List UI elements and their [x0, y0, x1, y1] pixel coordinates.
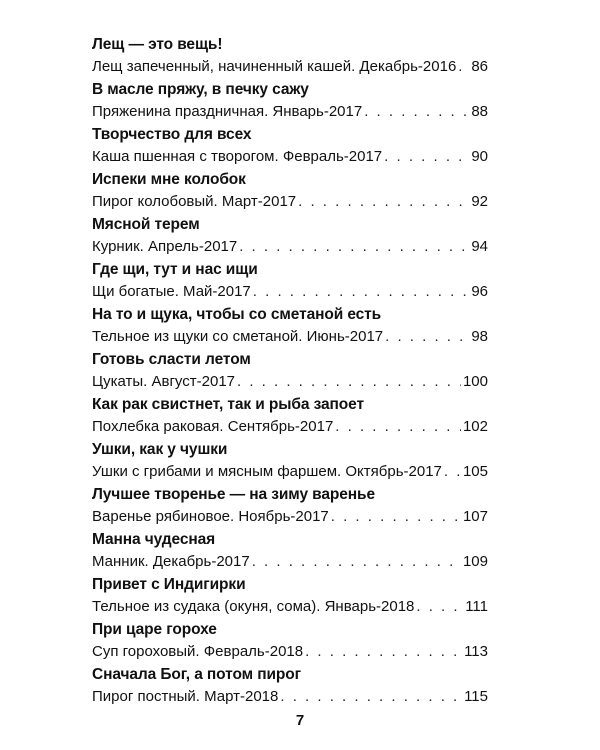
toc-entry-page: 107	[462, 508, 488, 525]
toc-entry-line	[92, 686, 488, 707]
toc-entry-page: 96	[471, 283, 488, 300]
toc-entry	[92, 394, 488, 437]
toc-entry	[92, 439, 488, 482]
toc-entry-page: 88	[471, 103, 488, 120]
toc-entry-page: 111	[465, 598, 488, 615]
toc-entry-subtitle: Лещ запеченный, начиненный кашей. Декабрь-2016	[92, 58, 457, 75]
toc-entry-subtitle: Варенье рябиновое. Ноябрь-2017	[92, 508, 329, 525]
dot-leader	[331, 506, 461, 527]
toc-entry-line	[92, 371, 488, 392]
toc-entry-subtitle: Суп гороховый. Февраль-2018	[92, 643, 304, 660]
toc-entry-title: Как рак свистнет, так и рыба запоет	[92, 396, 364, 413]
toc-entry-subtitle: Ушки с грибами и мясным фаршем. Октябрь-2017	[92, 463, 442, 480]
dot-leader	[458, 56, 469, 77]
toc-entry-title: На то и щука, чтобы со сметаной есть	[92, 306, 382, 323]
dot-leader	[280, 686, 462, 707]
toc-entry	[92, 214, 488, 257]
toc-entry-title: Манна чудесная	[92, 531, 216, 548]
dot-leader	[237, 371, 461, 392]
toc-entry-page: 100	[462, 373, 488, 390]
toc-entry-page: 113	[464, 643, 488, 660]
toc-entry-line	[92, 416, 488, 437]
toc-entry-title: При царе горохе	[92, 621, 217, 638]
toc-entry-subtitle: Манник. Декабрь-2017	[92, 553, 250, 570]
toc-entry-title: Привет с Индигирки	[92, 576, 246, 593]
toc-entry-subtitle: Похлебка раковая. Сентябрь-2017	[92, 418, 334, 435]
toc-entry	[92, 484, 488, 527]
toc-entry	[92, 304, 488, 347]
dot-leader	[364, 101, 469, 122]
toc-entry-line	[92, 326, 488, 347]
dot-leader	[305, 641, 462, 662]
toc-entry-line	[92, 56, 488, 77]
toc-entry-line	[92, 236, 488, 257]
dot-leader	[253, 281, 470, 302]
toc-entry-line	[92, 146, 488, 167]
toc-entry-title: Творчество для всех	[92, 126, 252, 143]
toc-entry-page: 94	[471, 238, 488, 255]
toc-entry-subtitle: Пирог колобовый. Март-2017	[92, 193, 297, 210]
toc-entry-title: Лучшее творенье — на зиму варенье	[92, 486, 376, 503]
toc-entry-line	[92, 551, 488, 572]
dot-leader	[239, 236, 469, 257]
toc-entry-page: 115	[464, 688, 488, 705]
toc-entry-line	[92, 596, 488, 617]
toc-entry-line	[92, 506, 488, 527]
toc-entry-page: 92	[471, 193, 488, 210]
toc-entry-line	[92, 191, 488, 212]
toc-entry-line	[92, 461, 488, 482]
toc-entry	[92, 619, 488, 662]
toc-entry	[92, 259, 488, 302]
page-number: 7	[295, 712, 305, 729]
dot-leader	[298, 191, 469, 212]
toc-entry-title: Испеки мне колобок	[92, 171, 246, 188]
toc-entry-subtitle: Щи богатые. Май-2017	[92, 283, 251, 300]
toc-entry-title: Сначала Бог, а потом пирог	[92, 666, 301, 683]
toc-entry-subtitle: Пирог постный. Март-2018	[92, 688, 279, 705]
toc-entry-title: Лещ — это вещь!	[92, 36, 223, 53]
dot-leader	[444, 461, 461, 482]
toc-entry-page: 105	[462, 463, 488, 480]
toc-entry	[92, 349, 488, 392]
toc-entry	[92, 34, 488, 77]
toc-entry-page: 86	[471, 58, 488, 75]
toc-entry	[92, 124, 488, 167]
toc-entry	[92, 529, 488, 572]
toc-entry	[92, 574, 488, 617]
dot-leader	[384, 146, 469, 167]
toc-entry	[92, 664, 488, 707]
toc-entry-page: 102	[462, 418, 488, 435]
dot-leader	[335, 416, 461, 437]
table-of-contents	[92, 34, 488, 709]
toc-entry-subtitle: Курник. Апрель-2017	[92, 238, 238, 255]
toc-entry-page: 98	[471, 328, 488, 345]
toc-entry-line	[92, 641, 488, 662]
toc-entry-title: Готовь сласти летом	[92, 351, 251, 368]
toc-entry-subtitle: Каша пшенная с творогом. Февраль-2017	[92, 148, 383, 165]
toc-entry-page: 90	[471, 148, 488, 165]
toc-entry-line	[92, 101, 488, 122]
toc-entry-title: Ушки, как у чушки	[92, 441, 228, 458]
toc-entry-subtitle: Тельное из щуки со сметаной. Июнь-2017	[92, 328, 384, 345]
toc-entry-page: 109	[462, 553, 488, 570]
toc-entry-subtitle: Тельное из судака (окуня, сома). Январь-2018	[92, 598, 415, 615]
toc-entry	[92, 79, 488, 122]
toc-entry-line	[92, 281, 488, 302]
dot-leader	[416, 596, 463, 617]
toc-entry-subtitle: Пряженина праздничная. Январь-2017	[92, 103, 363, 120]
toc-entry	[92, 169, 488, 212]
dot-leader	[252, 551, 461, 572]
dot-leader	[385, 326, 469, 347]
toc-entry-subtitle: Цукаты. Август-2017	[92, 373, 235, 390]
toc-entry-title: В масле пряжу, в печку сажу	[92, 81, 309, 98]
toc-entry-title: Мясной терем	[92, 216, 200, 233]
toc-entry-title: Где щи, тут и нас ищи	[92, 261, 258, 278]
